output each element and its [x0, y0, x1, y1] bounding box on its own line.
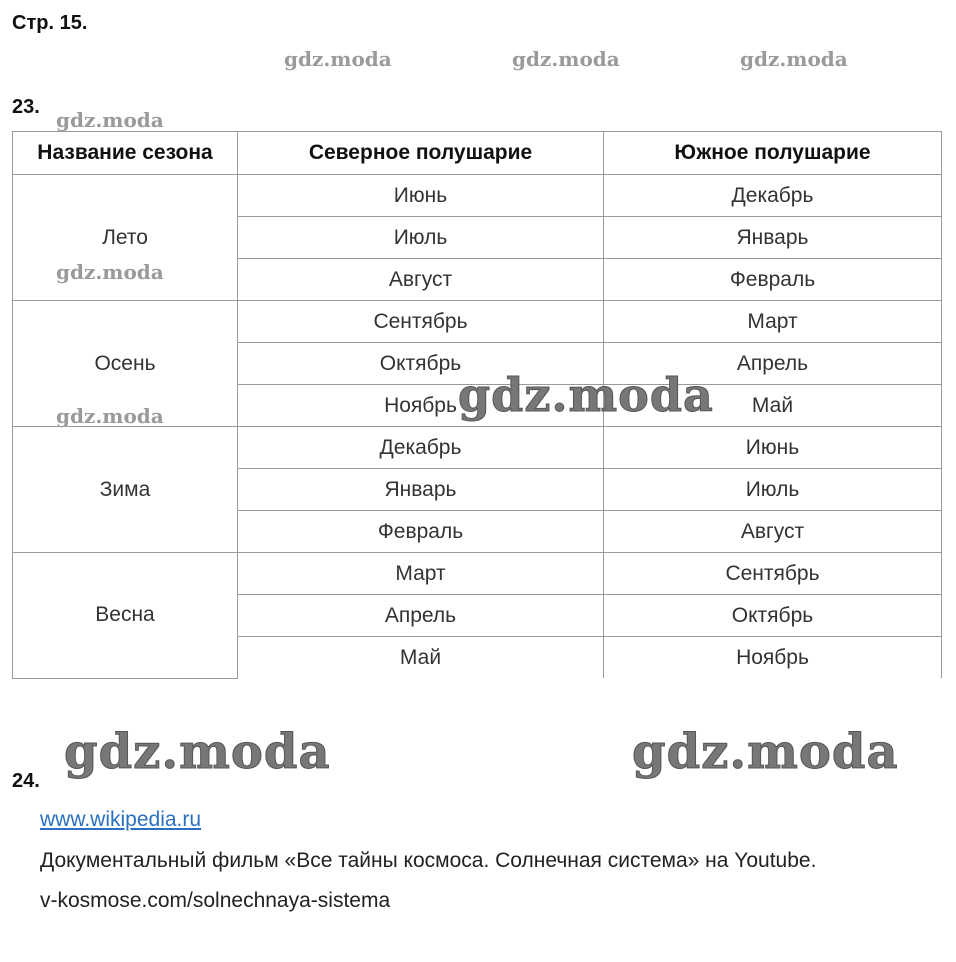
north-month: Март: [238, 553, 604, 595]
south-month: Февраль: [604, 259, 942, 301]
task-24-number: 24.: [12, 770, 40, 792]
north-month: Июнь: [238, 175, 604, 217]
header-northern-hemisphere: Северное полушарие: [238, 132, 604, 175]
task-23-number: 23.: [12, 96, 40, 118]
south-month: Июль: [604, 469, 942, 511]
watermark: gdz.moda: [64, 724, 331, 780]
south-month: Май: [604, 385, 942, 427]
north-month: Январь: [238, 469, 604, 511]
north-month: Ноябрь: [238, 385, 604, 427]
south-month: Март: [604, 301, 942, 343]
wikipedia-link[interactable]: www.wikipedia.ru: [40, 808, 202, 831]
header-southern-hemisphere: Южное полушарие: [604, 132, 942, 175]
south-month: Ноябрь: [604, 637, 942, 679]
watermark: gdz.moda: [56, 404, 164, 428]
north-month: Октябрь: [238, 343, 604, 385]
table-row: [13, 553, 942, 595]
table-row: [13, 301, 942, 343]
watermark: gdz.moda: [740, 47, 848, 71]
south-month: Декабрь: [604, 175, 942, 217]
north-month: Декабрь: [238, 427, 604, 469]
page-label: Стр. 15.: [12, 12, 88, 34]
north-month: Сентябрь: [238, 301, 604, 343]
season-name: Зима: [13, 427, 238, 553]
watermark: gdz.moda: [632, 724, 899, 780]
south-month: Сентябрь: [604, 553, 942, 595]
north-month: Май: [238, 637, 604, 679]
north-month: Февраль: [238, 511, 604, 553]
website-line: v-kosmose.com/solnechnaya-sistema: [40, 889, 391, 912]
north-month: Апрель: [238, 595, 604, 637]
table-header-row: [13, 132, 942, 175]
header-season-name: Название сезона: [13, 132, 238, 175]
documentary-line: Документальный фильм «Все тайны космоса. Солнечная система» на Youtube.: [40, 849, 817, 872]
season-name: Лето: [13, 175, 238, 301]
season-name: Весна: [13, 553, 238, 679]
table-row: [13, 427, 942, 469]
watermark: gdz.moda: [458, 368, 714, 422]
watermark: gdz.moda: [56, 260, 164, 284]
north-month: Август: [238, 259, 604, 301]
south-month: Январь: [604, 217, 942, 259]
north-month: Июль: [238, 217, 604, 259]
south-month: Август: [604, 511, 942, 553]
watermark: gdz.moda: [512, 47, 620, 71]
south-month: Октябрь: [604, 595, 942, 637]
table-row: [13, 175, 942, 217]
south-month: Июнь: [604, 427, 942, 469]
watermark: gdz.moda: [56, 108, 164, 132]
season-name: Осень: [13, 301, 238, 427]
south-month: Апрель: [604, 343, 942, 385]
watermark: gdz.moda: [284, 47, 392, 71]
